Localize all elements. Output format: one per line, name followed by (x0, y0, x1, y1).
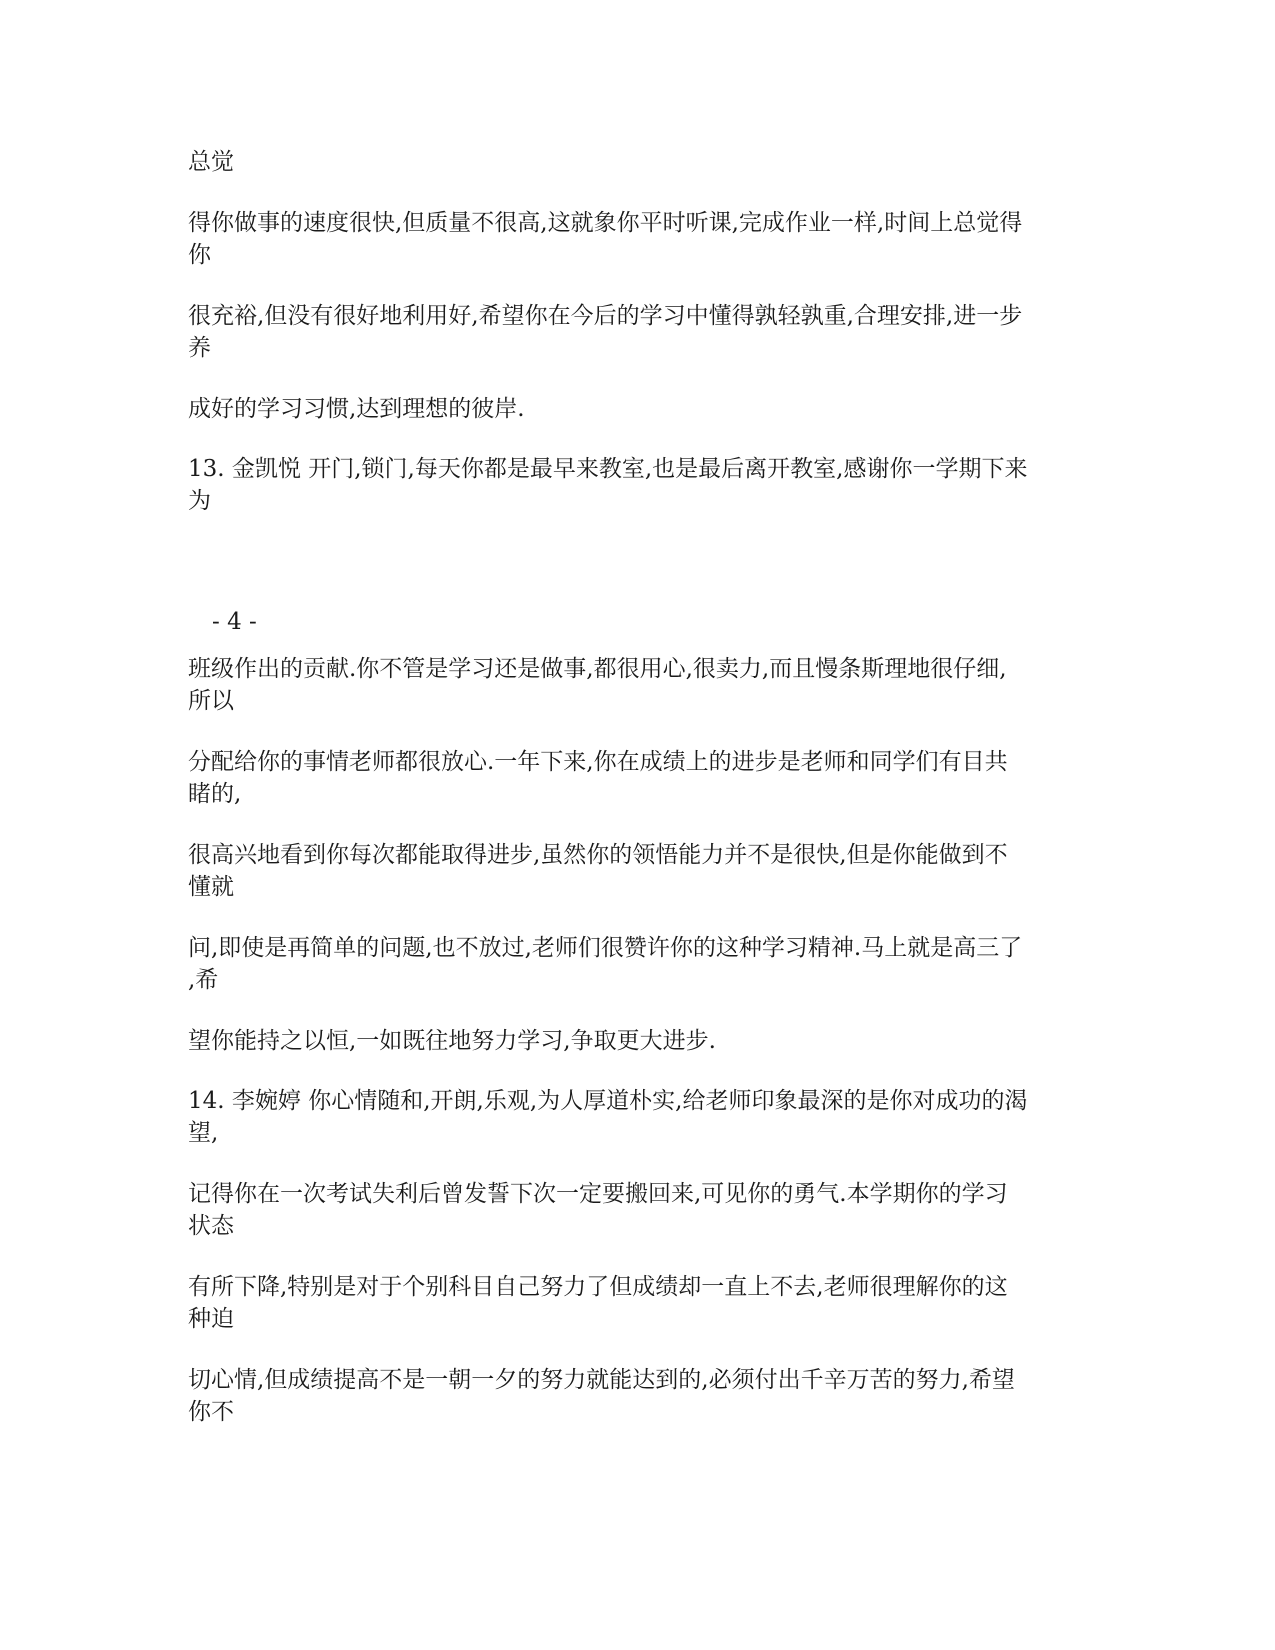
paragraph-4 (188, 393, 1093, 425)
text-line: 所以 (188, 688, 234, 714)
text-line: 得你做事的速度很快,但质量不很高,这就象你平时听课,完成作业一样,时间上总觉得 (188, 210, 1023, 236)
paragraph-7 (188, 746, 1093, 810)
text-line: 分配给你的事情老师都很放心.一年下来,你在成绩上的进步是老师和同学们有目共 (188, 749, 1008, 775)
text-line: 14. 李婉婷 你心情随和,开朗,乐观,为人厚道朴实,给老师印象最深的是你对成功的渴 (188, 1088, 1028, 1114)
paragraph-12 (188, 1178, 1093, 1242)
text-line: ,希 (188, 967, 219, 993)
paragraph-14 (188, 1364, 1093, 1428)
text-line: 很充裕,但没有很好地利用好,希望你在今后的学习中懂得孰轻孰重,合理安排,进一步 (188, 303, 1023, 329)
page-number: - 4 - (212, 609, 257, 635)
paragraph-6 (188, 653, 1093, 717)
text-line: 成好的学习习惯,达到理想的彼岸. (188, 396, 525, 422)
text-line: 你不 (188, 1399, 234, 1425)
paragraph-2 (188, 207, 1093, 271)
text-line: 切心情,但成绩提高不是一朝一夕的努力就能达到的,必须付出千辛万苦的努力,希望 (188, 1367, 1015, 1393)
paragraph-8 (188, 839, 1093, 903)
text-line: 为 (188, 488, 211, 514)
text-line: 望你能持之以恒,一如既往地努力学习,争取更大进步. (188, 1028, 716, 1054)
paragraph-5-entry-13 (188, 453, 1093, 517)
text-line: 班级作出的贡献.你不管是学习还是做事,都很用心,很卖力,而且慢条斯理地很仔细, (188, 656, 1007, 682)
text-line: 望, (188, 1120, 219, 1146)
text-line: 很高兴地看到你每次都能取得进步,虽然你的领悟能力并不是很快,但是你能做到不 (188, 842, 1008, 868)
text-line: 你 (188, 242, 211, 268)
paragraph-13 (188, 1271, 1093, 1335)
text-line: 13. 金凯悦 开门,锁门,每天你都是最早来教室,也是最后离开教室,感谢你一学期下来 (188, 456, 1028, 482)
text-line: 种迫 (188, 1306, 234, 1332)
text-line: 懂就 (188, 874, 234, 900)
text-line: 问,即使是再简单的问题,也不放过,老师们很赞许你的这种学习精神.马上就是高三了 (188, 935, 1023, 961)
paragraph-1 (188, 146, 1093, 178)
paragraph-11-entry-14 (188, 1085, 1093, 1149)
text-line: 睹的, (188, 781, 242, 807)
paragraph-9 (188, 932, 1093, 996)
text-line: 有所下降,特别是对于个别科目自己努力了但成绩却一直上不去,老师很理解你的这 (188, 1274, 1008, 1300)
text-line: 状态 (188, 1213, 234, 1239)
paragraph-10 (188, 1025, 1093, 1057)
text-line: 记得你在一次考试失利后曾发誓下次一定要搬回来,可见你的勇气.本学期你的学习 (188, 1181, 1008, 1207)
text-line: 总觉 (188, 149, 234, 175)
text-line: 养 (188, 335, 211, 361)
paragraph-3 (188, 300, 1093, 364)
